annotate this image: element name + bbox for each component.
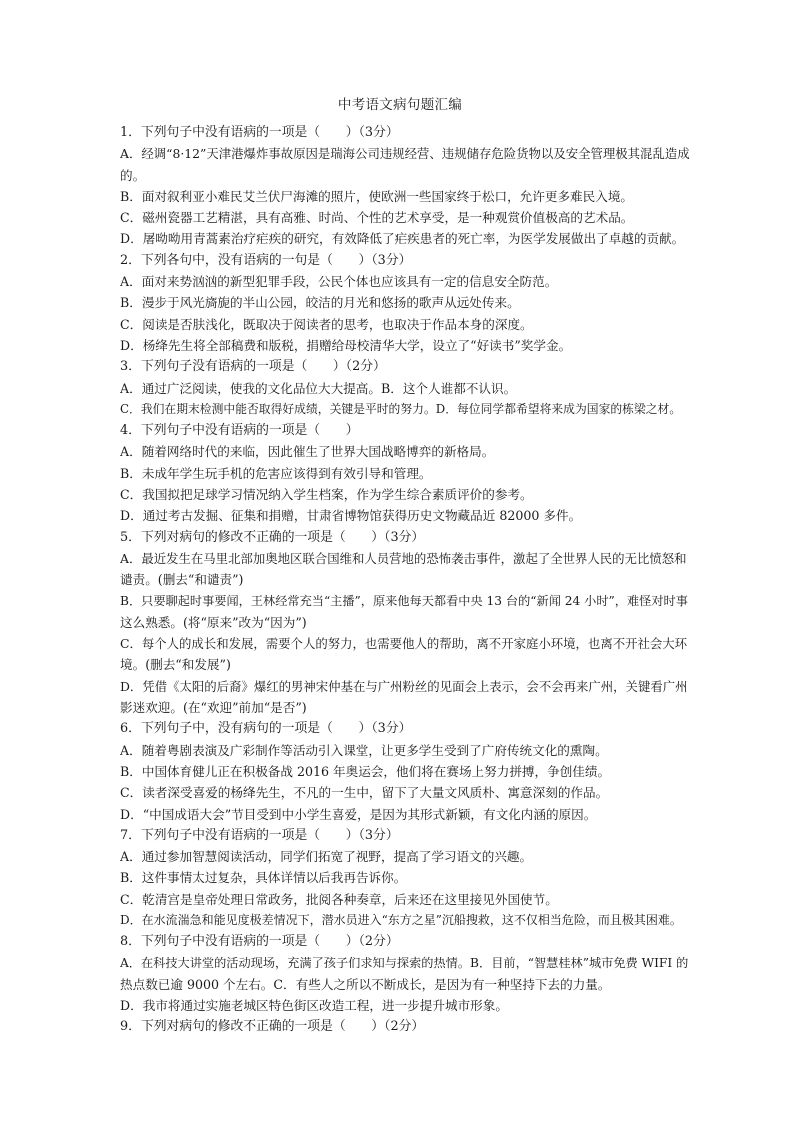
option-line: D．“中国成语大会”节目受到中小学生喜爱，是因为其形式新颖，有文化内涵的原因。: [120, 806, 597, 822]
option-line: B．只要聊起时事要闻，王林经常充当“主播”，原来他每天都看中央 13 台的“新闻 24 小时”，难怪对时事: [120, 593, 688, 608]
option-line: 境。(删去“和发展”): [120, 657, 231, 673]
option-line: B．漫步于风光旖旎的半山公园，皎洁的月光和悠扬的歌声从远处传来。: [120, 295, 520, 311]
option-line: D．通过考古发掘、征集和捐赠，甘肃省博物馆获得历史文物藏品近 82000 多件。: [120, 508, 582, 524]
option-line: D．凭借《太阳的后裔》爆红的男神宋仲基在与广州粉丝的见面会上表示，会不会再来广州，关键看广州: [120, 678, 688, 694]
option-line: 热点数已逾 9000 个左右。C．有些人之所以不断成长，是因为有一种坚持下去的力量。: [120, 976, 611, 992]
question-stem: 4．下列句子中没有语病的一项是（ ）: [120, 423, 359, 439]
question-stem: 8．下列句子中没有语病的一项是（ ）（2分）: [120, 934, 399, 950]
option-line: D．我市将通过实施老城区特色街区改造工程，进一步提升城市形象。: [120, 998, 508, 1014]
option-line: 的。: [120, 167, 146, 183]
option-line: D．杨绛先生将全部稿费和版税，捐赠给母校清华大学，设立了“好读书”奖学金。: [120, 337, 572, 353]
option-line: C．读者深受喜爱的杨绛先生，不凡的一生中，留下了大量文风质朴、寓意深刻的作品。: [120, 785, 609, 801]
option-line: 这么熟悉。(将“原来”改为“因为”): [120, 614, 307, 630]
option-line: B．这件事情太过复杂，具体详情以后我再告诉你。: [120, 870, 407, 886]
option-line: A．面对来势汹汹的新型犯罪手段，公民个体也应该具有一定的信息安全防范。: [120, 274, 558, 290]
question-stem: 7．下列句子中没有语病的一项是（ ）（3分）: [120, 827, 399, 843]
option-line: B．未成年学生玩手机的危害应该得到有效引导和管理。: [120, 465, 432, 481]
option-line: A．经调“8·12”天津港爆炸事故原因是瑞海公司违规经营、违规储存危险货物以及安全管理极其混乱造成: [120, 146, 690, 162]
document-body: [120, 122, 690, 1038]
option-line: A．在科技大讲堂的活动现场，充满了孩子们求知与探索的热情。B．目前，“智慧桂林”城市免费 WIFI 的: [120, 955, 689, 970]
option-line: C．磁州瓷器工艺精湛，具有高雅、时尚、个性的艺术享受，是一种观赏价值极高的艺术品。: [120, 210, 634, 226]
option-line: A．最近发生在马里北部加奥地区联合国维和人员营地的恐怖袭击事件，激起了全世界人民的无比愤怒和: [120, 550, 687, 566]
question-stem: 6．下列句子中，没有病句的一项是（ ）（3分）: [120, 721, 412, 737]
option-line: A．随着网络时代的来临，因此催生了世界大国战略博弈的新格局。: [120, 444, 495, 460]
question-stem: 9．下列对病句的修改不正确的一项是（ ）（2分）: [120, 1019, 425, 1035]
option-line: D．屠呦呦用青蒿素治疗疟疾的研究，有效降低了疟疾患者的死亡率，为医学发展做出了卓越的贡献。: [120, 231, 685, 247]
option-line: B．中国体育健儿正在积极备战 2016 年奥运会，他们将在赛场上努力拼搏，争创佳绩。: [120, 763, 611, 779]
option-line: C．我们在期末检测中能否取得好成绩，关键是平时的努力。D．每位同学都希望将来成为国家的栋梁之材。: [120, 401, 682, 416]
option-line: 影迷欢迎。(在“欢迎”前加“是否”): [120, 700, 307, 716]
option-line: C．阅读是否肤浅化，既取决于阅读者的思考，也取决于作品本身的深度。: [120, 316, 533, 332]
question-stem: 5．下列对病句的修改不正确的一项是（ ）（3分）: [120, 529, 425, 545]
option-line: A．通过参加智慧阅读活动，同学们拓宽了视野，提高了学习语文的兴趣。: [120, 849, 533, 865]
option-line: A．随着粤剧表演及广彩制作等活动引入课堂，让更多学生受到了广府传统文化的熏陶。: [120, 742, 608, 758]
option-line: 谴责。(删去“和谴责”): [120, 572, 244, 588]
option-line: C．每个人的成长和发展，需要个人的努力，也需要他人的帮助，离不开家庭小环境，也离不开社会大环: [120, 636, 688, 652]
option-line: C．乾清宫是皇帝处理日常政务，批阅各种奏章，后来还在这里接见外国使节。: [120, 891, 558, 907]
question-stem: 3．下列句子没有语病的一项是（ ）（2分）: [120, 359, 386, 375]
option-line: B．面对叙利亚小难民艾兰伏尸海滩的照片，使欧洲一些国家终于松口，允许更多难民入境。: [120, 188, 634, 204]
option-line: D．在水流湍急和能见度极差情况下，潜水员进入“东方之星”沉船搜救，这不仅相当危险，而且极其困难。: [120, 912, 682, 927]
option-line: A．通过广泛阅读，使我的文化品位大大提高。B．这个人谁都不认识。: [120, 380, 517, 396]
document-title: 中考语文病句题汇编: [337, 97, 463, 113]
question-stem: 2．下列各句中，没有语病的一句是（ ）（3分）: [120, 252, 412, 268]
question-stem: 1．下列句子中没有语病的一项是（ ）（3分）: [120, 125, 399, 140]
option-line: C．我国拟把足球学习情况纳入学生档案，作为学生综合素质评价的参考。: [120, 487, 533, 503]
